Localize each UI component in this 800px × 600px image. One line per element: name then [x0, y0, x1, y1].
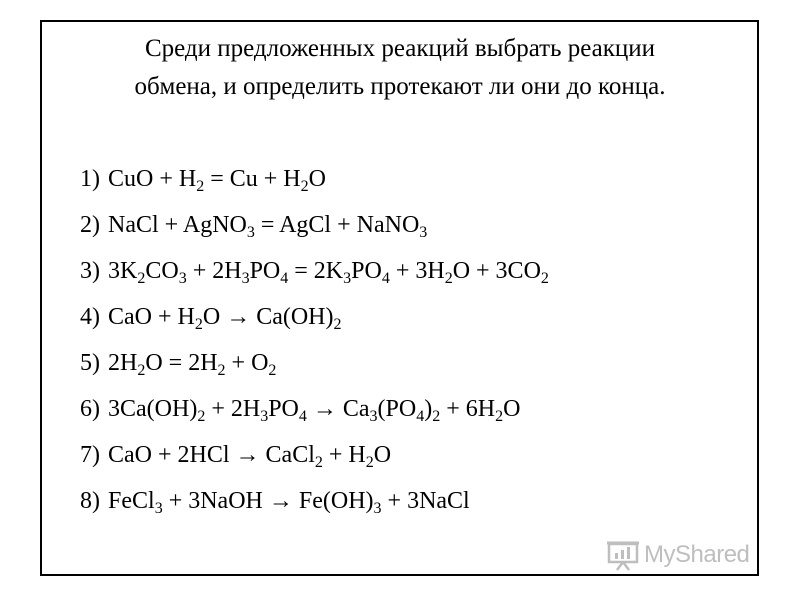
reaction-item	[80, 248, 740, 294]
reaction-equation: CuO + $H_2 = Cu + H_2O$	[108, 166, 326, 195]
myshared-watermark[interactable]	[606, 537, 749, 573]
reaction-equation: NaCl + AgNO$_3$ = AgCl + NaNO$_3$	[108, 212, 428, 241]
reaction-equation: $3Ca(OH)_2 + 2H_3PO_4 \to Ca_3(PO_4)_2 + 6H_2O$	[108, 396, 521, 425]
slide-heading	[60, 30, 740, 106]
reaction-equation: FeCl$_3$ + 3NaOH → $Fe(OH)_3$ + 3NaCl	[108, 488, 470, 517]
reaction-item	[80, 156, 740, 202]
reaction-number: 1)	[80, 166, 100, 192]
reaction-number: 3)	[80, 258, 100, 284]
reaction-item	[80, 478, 740, 524]
reaction-number: 6)	[80, 396, 100, 422]
reaction-item	[80, 340, 740, 386]
heading-line-1: Среди предложенных реакций выбрать реакции	[144, 35, 655, 62]
reaction-item	[80, 202, 740, 248]
reaction-number: 4)	[80, 304, 100, 330]
heading-line-2: обмена, и определить протекают ли они до конца.	[134, 73, 666, 100]
reaction-item	[80, 386, 740, 432]
reaction-number: 2)	[80, 212, 100, 238]
reaction-item	[80, 294, 740, 340]
reaction-number: 5)	[80, 350, 100, 376]
reaction-equation: CaO + 2HCl → CaCl$_2$ + $H_2O$	[108, 442, 392, 471]
presentation-board-icon	[606, 539, 640, 571]
reaction-item	[80, 432, 740, 478]
reaction-equation: $2H_2O = 2H_2 + O_2$	[108, 350, 277, 379]
watermark-text: MyShared	[644, 541, 750, 568]
reaction-number: 7)	[80, 442, 100, 468]
reaction-number: 8)	[80, 488, 100, 514]
reaction-equation: CaO + $H_2O \to Ca(OH)_2$	[108, 304, 342, 333]
reaction-equation: $3K_2CO_3 + 2H_3PO_4 = 2K_3PO_4 + 3H_2O + 3CO_2$	[108, 258, 549, 287]
reaction-list	[80, 156, 740, 524]
